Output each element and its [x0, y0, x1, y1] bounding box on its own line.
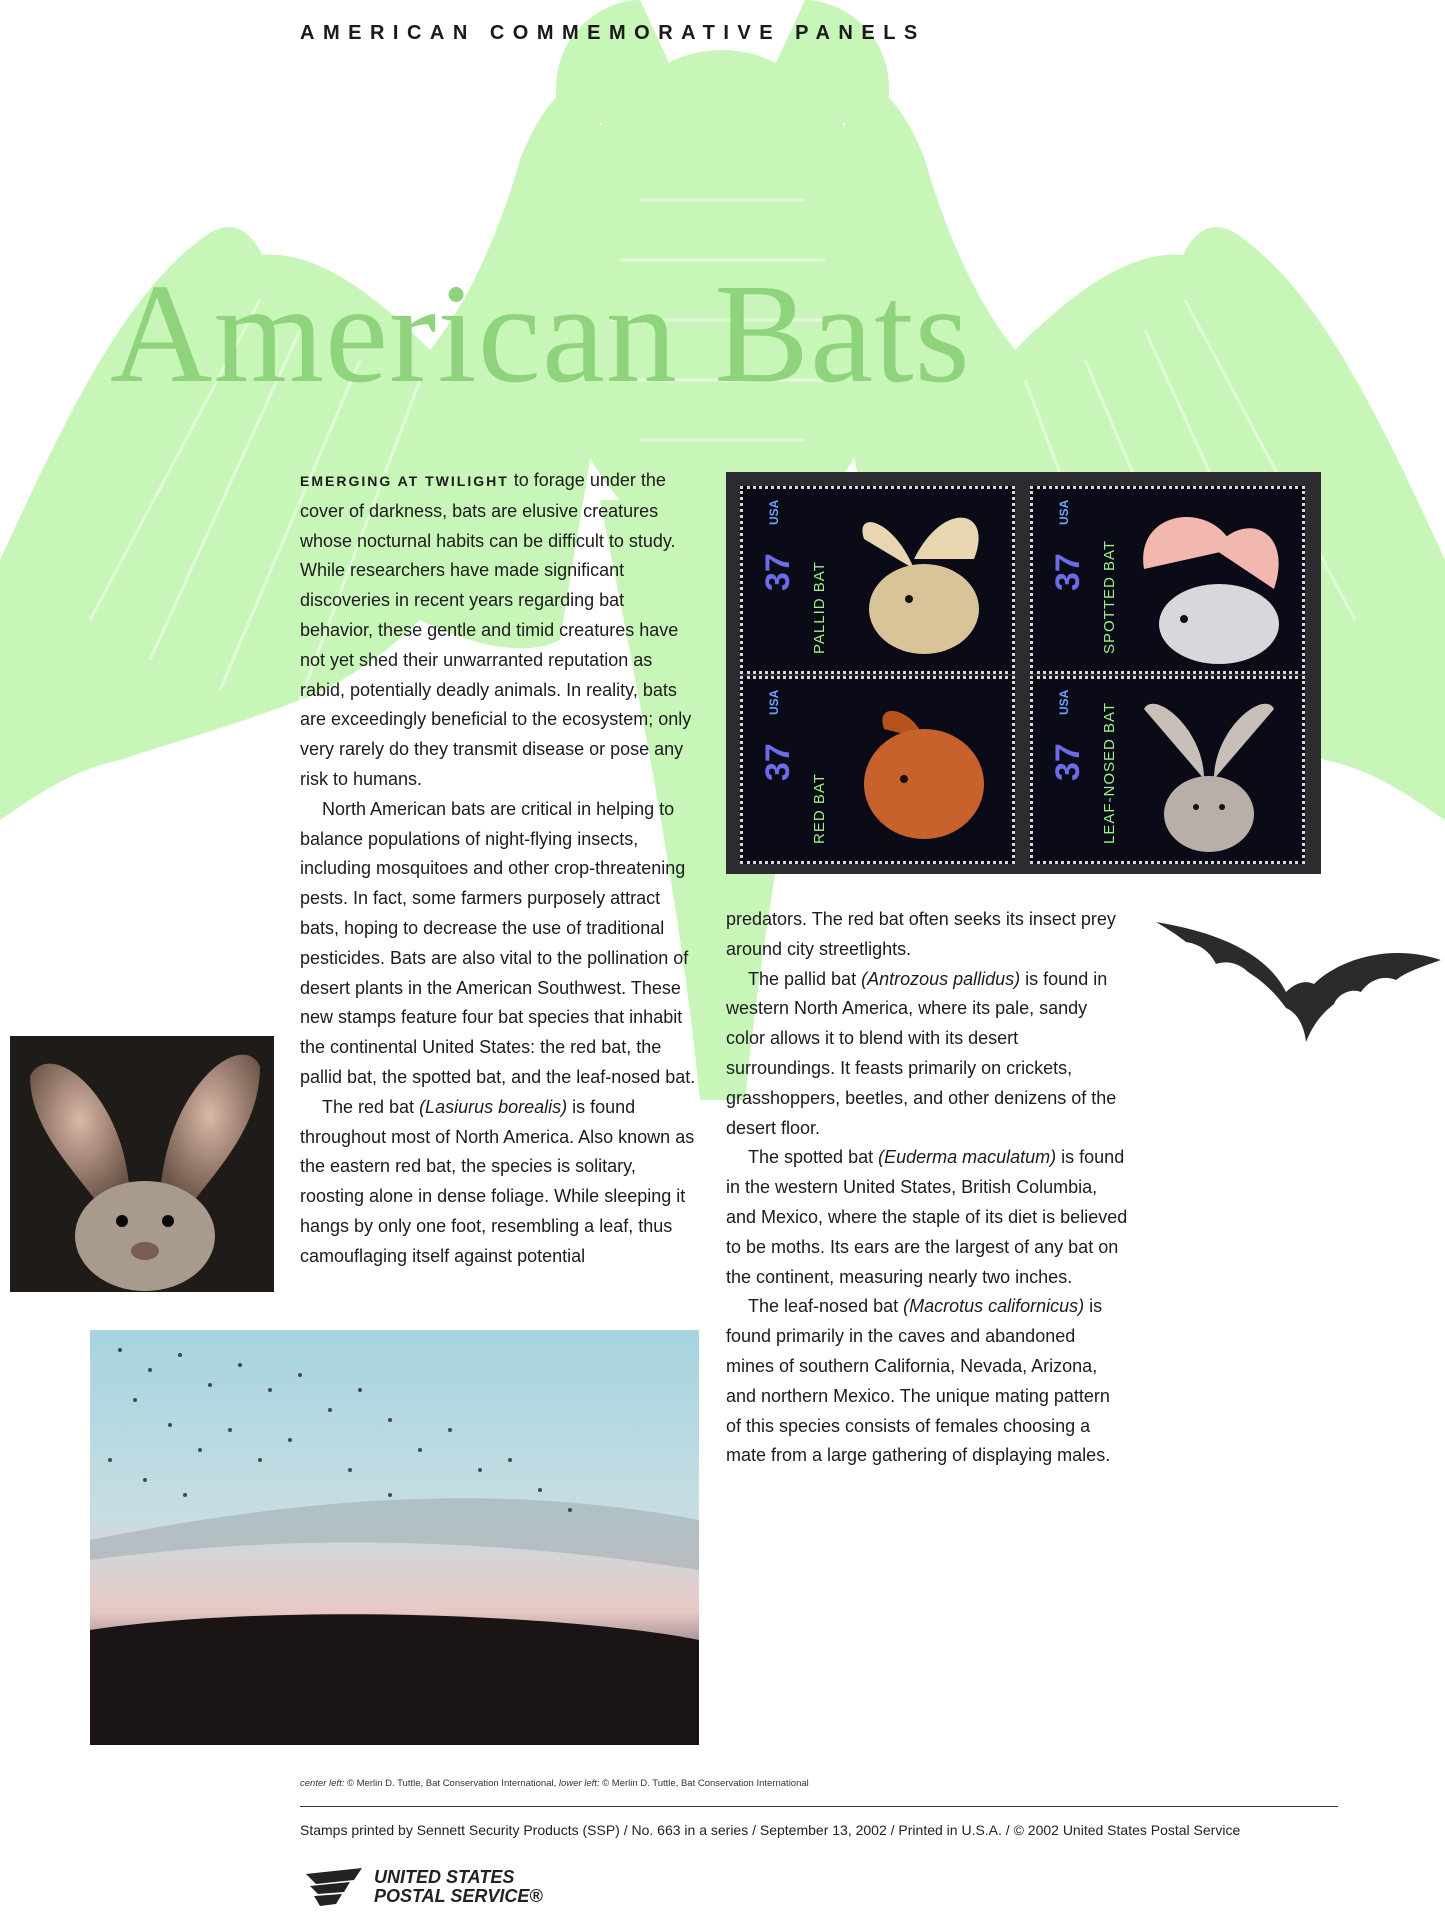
- article-column-left: [300, 466, 702, 1272]
- stamp-species-label: PALLID BAT: [811, 561, 828, 654]
- article-paragraph: The pallid bat (Antrozous pallidus) is found in western North America, where its pale, sandy color allows it to blend with its desert surroundings. It feasts primarily on crickets, grasshoppers, beetles, and other denizens of the desert floor.: [726, 968, 1117, 1138]
- scientific-name: (Euderma maculatum): [878, 1147, 1057, 1168]
- stamp-leaf-nosed-bat: [1030, 676, 1305, 864]
- lead-in: EMERGING AT TWILIGHT: [300, 473, 509, 489]
- stamp-red-bat: [740, 676, 1015, 864]
- article-column-right: [726, 905, 1128, 1471]
- page-title: American Bats: [110, 254, 971, 412]
- stamp-spotted-bat: [1030, 486, 1305, 674]
- series-header: AMERICAN COMMEMORATIVE PANELS: [300, 22, 926, 44]
- photo-big-eared-bat: [10, 1036, 274, 1292]
- usps-wordmark-line2: POSTAL SERVICE®: [374, 1886, 543, 1906]
- pallid-bat-illustration: [834, 499, 1004, 669]
- stamp-country: USA: [1057, 689, 1071, 715]
- stamp-species-label: LEAF-NOSED BAT: [1101, 701, 1118, 844]
- photo-credits: center left: © Merlin D. Tuttle, Bat Conservation International, lower left: © Merlin D. Tuttle, Bat Conservation International: [300, 1778, 809, 1789]
- printing-info: Stamps printed by Sennett Security Products (SSP) / No. 663 in a series / September 13, 2002 / Printed in U.S.A. / © 2002 United States Postal Service: [300, 1822, 1241, 1838]
- stamp-denomination: 37: [759, 553, 797, 591]
- usps-wordmark-line1: UNITED STATES: [374, 1867, 515, 1887]
- article-paragraph: predators. The red bat often seeks its insect prey around city streetlights.: [726, 909, 1116, 959]
- article-paragraph: North American bats are critical in helping to balance populations of night-flying insects, including mosquitoes and other crop-threatening pests. In fact, some farmers purposely attract bats, hoping to decrease the use of traditional pesticides. Bats are also vital to the pollination of desert plants in the American Southwest. These new stamps feature four bat species that inhabit the continental United States: the red bat, the pallid bat, the spotted bat, and the leaf-nosed bat.: [300, 798, 696, 1087]
- stamp-denomination: 37: [759, 743, 797, 781]
- stamp-pallid-bat: [740, 486, 1015, 674]
- stamp-denomination: 37: [1049, 743, 1087, 781]
- stamp-country: USA: [767, 689, 781, 715]
- article-paragraph: The red bat (Lasiurus borealis) is found throughout most of North America. Also known as the eastern red bat, the species is solitary, roosting alone in dense foliage. While sleeping it hangs by only one foot, resembling a leaf, thus camouflaging itself against potential: [300, 1096, 695, 1266]
- eagle-logo-icon: [304, 1866, 366, 1908]
- footer-divider: [300, 1806, 1338, 1807]
- flying-bat-silhouette: [1156, 912, 1441, 1052]
- article-paragraph: The spotted bat (Euderma maculatum) is found in the western United States, British Columbia, and Mexico, where the staple of its diet is believed to be moths. Its ears are the largest of any bat on the continent, measuring nearly two inches.: [726, 1147, 1128, 1287]
- stamp-denomination: 37: [1049, 553, 1087, 591]
- leaf-nosed-bat-illustration: [1124, 689, 1294, 859]
- spotted-bat-illustration: [1124, 499, 1294, 669]
- red-bat-illustration: [834, 689, 1004, 859]
- scientific-name: (Lasiurus borealis): [419, 1096, 568, 1117]
- stamp-species-label: SPOTTED BAT: [1101, 539, 1118, 654]
- scientific-name: (Macrotus californicus): [903, 1296, 1085, 1317]
- usps-logo: [304, 1866, 564, 1908]
- article-paragraph: The leaf-nosed bat (Macrotus californicus) is found primarily in the caves and abandoned mines of southern California, Nevada, Arizona, and northern Mexico. The unique mating pattern of this species consists of females choosing a mate from a large gathering of displaying males.: [726, 1296, 1111, 1466]
- scientific-name: (Antrozous pallidus): [861, 968, 1021, 989]
- stamp-pane: [726, 472, 1321, 874]
- article-paragraph: EMERGING AT TWILIGHT to forage under the cover of darkness, bats are elusive creatures whose nocturnal habits can be difficult to study. While researchers have made significant discoveries in recent years regarding bat behavior, these gentle and timid creatures have not yet shed their unwarranted reputation as rabid, potentially deadly animals. In reality, bats are exceedingly beneficial to the ecosystem; only very rarely do they transmit disease or pose any risk to humans.: [300, 470, 692, 789]
- stamp-species-label: RED BAT: [811, 773, 828, 844]
- photo-bat-swarm-sky: [90, 1330, 699, 1745]
- stamp-country: USA: [1057, 499, 1071, 525]
- stamp-country: USA: [767, 499, 781, 525]
